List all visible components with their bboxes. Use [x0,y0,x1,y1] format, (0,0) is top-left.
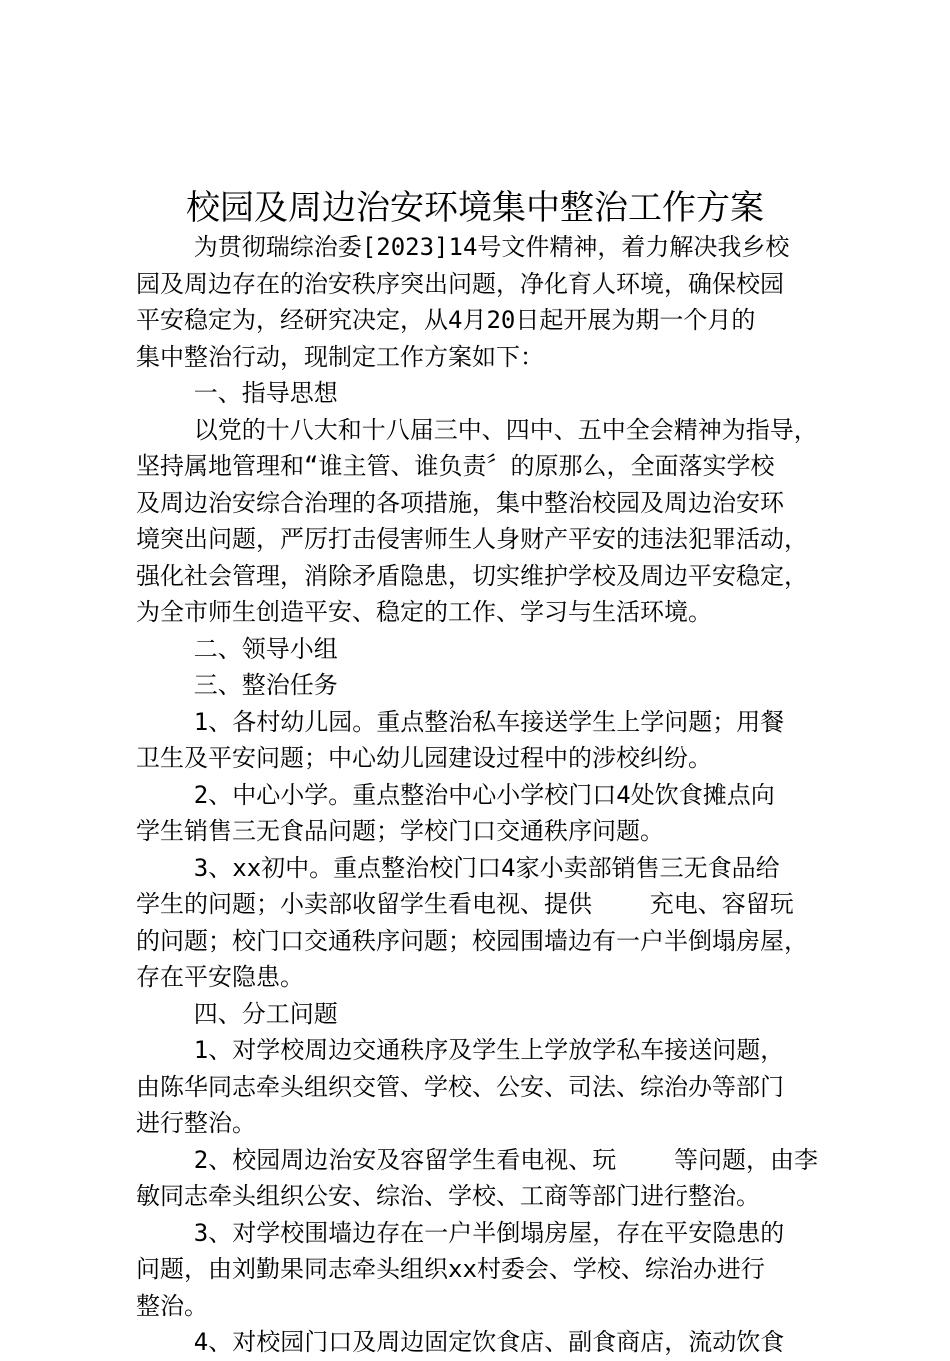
body-line: 以党的十八大和十八届三中、四中、五中全会精神为指导， [136,415,818,444]
body-line: 1、各村幼儿园。重点整治私车接送学生上学问题；用餐 [136,707,785,736]
body-line: 园及周边存在的治安秩序突出问题，净化育人环境，确保校园 [136,269,784,298]
body-line: 2、校园周边治安及容留学生看电视、玩 等问题，由李 [136,1145,819,1174]
body-line: 平安稳定为，经研究决定，从4月20日起开展为期一个月的 [136,306,756,334]
body-line: 学生的问题；小卖部收留学生看电视、提供 充电、容留玩 [136,890,794,918]
body-line: 整治。 [136,1291,208,1320]
body-line: 坚持属地管理和“谁主管、谁负责〞的原那么，全面落实学校 [136,452,775,480]
document-body [136,229,836,1361]
body-line: 由陈华同志牵头组织交管、学校、公安、司法、综治办等部门 [136,1072,784,1101]
body-line: 三、整治任务 [136,671,338,699]
body-line: 3、对学校围墙边存在一户半倒塌房屋，存在平安隐患的 [136,1218,785,1247]
body-line: 问题，由刘勤果同志牵头组织xx村委会、学校、综治办进行 [136,1255,765,1283]
body-line: 1、对学校周边交通秩序及学生上学放学私车接送问题， [136,1036,785,1064]
body-line: 二、领导小组 [136,634,338,663]
body-line: 卫生及平安问题；中心幼儿园建设过程中的涉校纠纷。 [136,744,712,772]
body-line: 存在平安隐患。 [136,963,304,991]
body-line: 4、对校园门口及周边固定饮食店、副食商店，流动饮食 [136,1328,785,1356]
body-line: 一、指导思想 [136,379,338,407]
body-line: 集中整治行动，现制定工作方案如下： [136,342,544,371]
body-line: 及周边治安综合治理的各项措施，集中整治校园及周边治安环 [136,488,784,517]
body-line: 为贯彻瑞综治委[2023]14号文件精神，着力解决我乡校 [136,233,790,261]
document-title: 校园及周边治安环境集中整治工作方案 [186,188,764,228]
body-line: 敏同志牵头组织公安、综治、学校、工商等部门进行整治。 [136,1182,760,1210]
body-line: 进行整治。 [136,1109,256,1137]
body-line: 强化社会管理，消除矛盾隐患，切实维护学校及周边平安稳定， [136,561,808,590]
body-line: 四、分工问题 [136,999,338,1028]
body-line: 的问题；校门口交通秩序问题；校园围墙边有一户半倒塌房屋， [136,926,808,955]
body-line: 3、xx初中。重点整治校门口4家小卖部销售三无食品给 [136,853,780,882]
body-line: 2、中心小学。重点整治中心小学校门口4处饮食摊点向 [136,780,775,809]
body-line: 学生销售三无食品问题；学校门口交通秩序问题。 [136,817,664,845]
body-line: 为全市师生创造平安、稳定的工作、学习与生活环境。 [136,598,712,626]
body-line: 境突出问题，严厉打击侵害师生人身财产平安的违法犯罪活动， [136,525,808,553]
